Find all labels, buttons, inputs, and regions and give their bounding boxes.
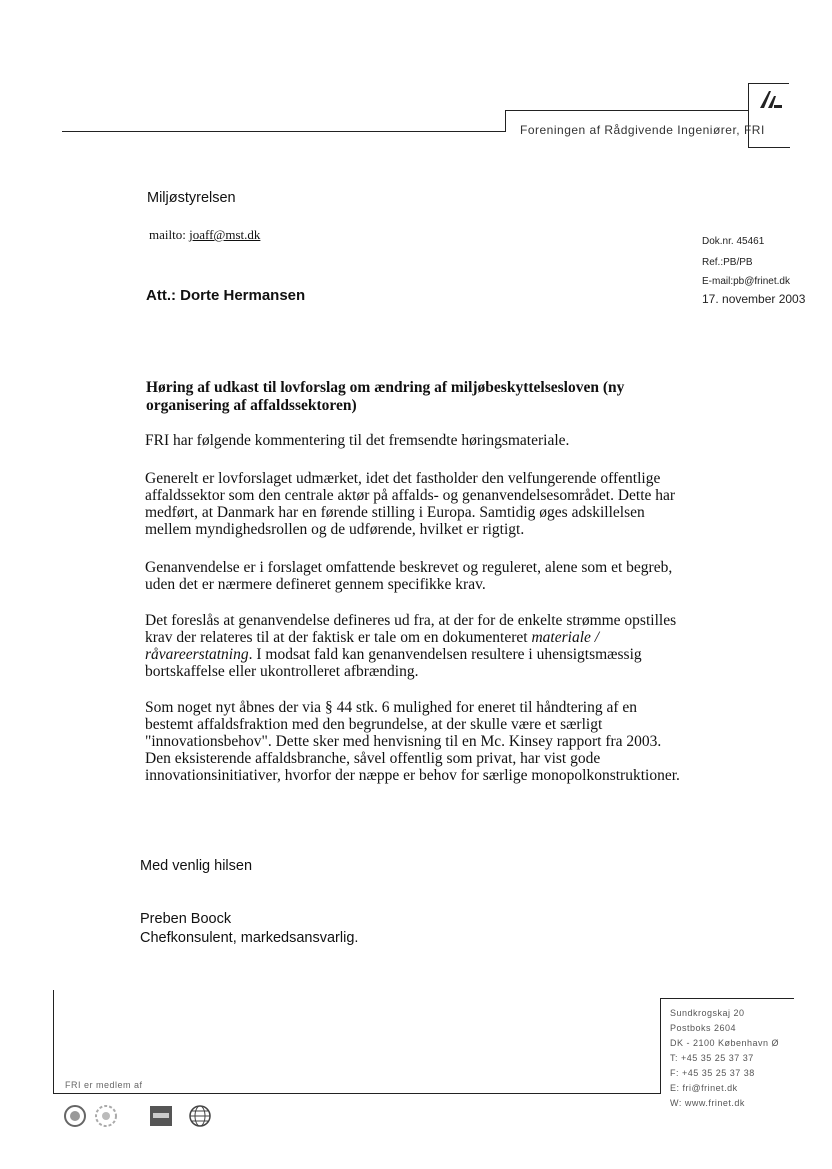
footer-rule-left-vertical	[53, 990, 54, 1094]
attention-line: Att.: Dorte Hermansen	[146, 287, 306, 304]
address-web[interactable]: W: www.frinet.dk	[670, 1098, 745, 1108]
signer-name: Preben Boock	[140, 911, 232, 927]
recipient-name: Miljøstyrelsen	[147, 190, 236, 206]
address-fax: F: +45 35 25 37 38	[670, 1068, 755, 1078]
footer-rule-top-right	[660, 998, 794, 999]
letter-subject: Høring af udkast til lovforslag om ændring af miljøbeskyttelsesloven (ny organisering af affaldssektoren)	[146, 379, 625, 414]
header-rule-top	[505, 110, 748, 111]
footer-address	[670, 1006, 779, 1111]
paragraph-intro: FRI har følgende kommentering til det fremsendte høringsmateriale.	[145, 432, 570, 449]
paragraph-definition	[145, 612, 685, 680]
header-rule-step	[505, 110, 506, 132]
closing-greeting: Med venlig hilsen	[140, 858, 253, 874]
p4-text-after: . I modsat fald kan genanvendelsen resultere i uhensigtsmæssig bortskaffelse eller ukontrolleret afbrænding.	[145, 646, 642, 680]
footer-rule-right-vertical	[660, 998, 661, 1094]
membership-badge-efca-icon	[148, 1104, 174, 1133]
mailto-link[interactable]: joaff@mst.dk	[189, 227, 261, 242]
membership-badge-circle-icon	[94, 1104, 120, 1133]
signer-title: Chefkonsulent, markedsansvarlig.	[140, 930, 359, 946]
header-rule-bottom	[748, 147, 790, 148]
mailto-label: mailto:	[149, 227, 186, 242]
p4-italic-term: materiale / råvareerstatning	[145, 629, 600, 663]
footer-rule-bottom	[53, 1093, 660, 1094]
membership-badge-fidic-globe-icon	[188, 1104, 214, 1133]
sender-email: E-mail:pb@frinet.dk	[702, 276, 790, 287]
paragraph-monopoly: Som noget nyt åbnes der via § 44 stk. 6 mulighed for eneret til håndtering af en bestemt affaldsfraktion med den begrundelse, at der skulle være et særligt "innovationsbehov". Dette sker med henvisning til en Mc. Kinsey rapport fra 2003. Den eksisterende affaldsbranche, såvel offentlig som privat, har vist gode innovationsinitiativer, hvorfor der næppe er behov for særlige monopolkonstruktioner.	[145, 699, 680, 784]
p4-text-before: Det foreslås at genanvendelse defineres ud fra, at der for de enkelte strømme opstilles krav der relateres til at der faktisk er tale om en dokumenteret	[145, 612, 677, 646]
letter-date: 17. november 2003	[702, 292, 806, 306]
document-number: Dok.nr. 45461	[702, 236, 765, 247]
address-phone: T: +45 35 25 37 37	[670, 1053, 754, 1063]
address-street: Sundkrogskaj 20	[670, 1008, 745, 1018]
address-city: DK - 2100 København Ø	[670, 1038, 780, 1048]
member-of-label: FRI er medlem af	[65, 1080, 143, 1090]
membership-badge-d-icon	[63, 1104, 89, 1133]
address-postbox: Postboks 2604	[670, 1023, 737, 1033]
recipient-mailto	[149, 227, 260, 243]
address-email[interactable]: E: fri@frinet.dk	[670, 1083, 738, 1093]
organization-name: Foreningen af Rådgivende Ingeniører, FRI	[520, 123, 765, 137]
paragraph-general: Generelt er lovforslaget udmærket, idet det fastholder den velfungerende offentlige affaldssektor som den centrale aktør på affalds- og genanvendelsesområdet. Dette har medført, at Danmark har en førende stilling i Europa. Samtidig øges adskillelsen mellem myndighedsrollen og de udførende, hvilket er rigtigt.	[145, 470, 676, 538]
paragraph-recycling: Genanvendelse er i forslaget omfattende beskrevet og reguleret, alene som et begreb, uden det er nærmere defineret gennem specifikke krav.	[145, 559, 673, 593]
reference-initials: Ref.:PB/PB	[702, 257, 753, 268]
header-rule-left	[62, 131, 506, 132]
fri-logo	[757, 88, 783, 116]
